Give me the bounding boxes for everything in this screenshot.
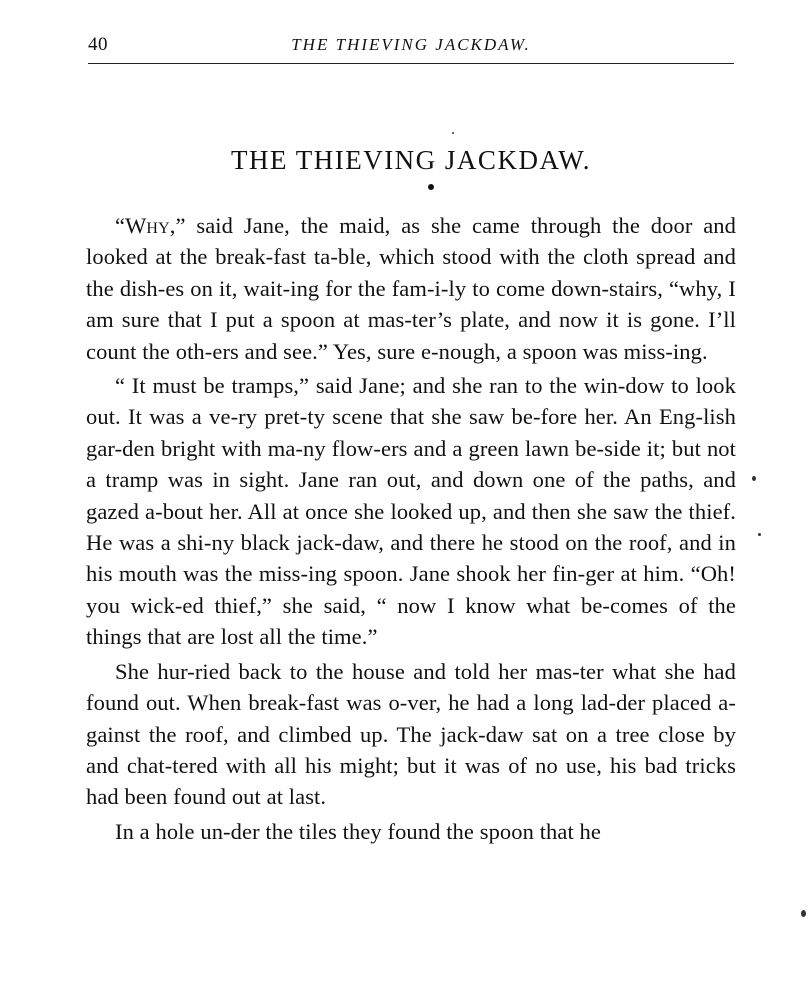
paragraph bbox=[86, 210, 736, 367]
opening-quote: “ bbox=[115, 213, 126, 238]
body-text bbox=[86, 210, 736, 850]
running-head bbox=[88, 30, 734, 62]
paragraph-text: ” said Jane, the maid, as she came through the door and looked at the break-fast ta-ble, which stood with the cloth spread and the dish-es on it, wait-ing for the fam-i-ly to come down-stairs, “why, I am sure that I put a spoon at mas-ter’s plate, and now it is gone. I’ll count the oth-ers and see.” Yes, sure e-nough, a spoon was miss-ing. bbox=[86, 213, 736, 364]
paragraph: She hur-ried back to the house and told her mas-ter what she had found out. When break-fast was o-ver, he had a long lad-der placed a-gainst the roof, and climbed up. The jack-daw sat on a tree close by and chat-tered with all his might; but it was of no use, his bad tricks had been found out at last. bbox=[86, 658, 736, 810]
page-speck bbox=[758, 533, 761, 536]
running-title: THE THIEVING JACKDAW. bbox=[291, 35, 531, 54]
title-ornament bbox=[428, 184, 434, 190]
opening-word: Why, bbox=[125, 213, 176, 238]
header-rule bbox=[88, 63, 734, 64]
chapter-title: THE THIEVING JACKDAW. bbox=[230, 145, 592, 175]
page-speck bbox=[752, 476, 756, 481]
paragraph: “ It must be tramps,” said Jane; and she ran to the win-dow to look out. It was a ve-ry pret-ty scene that she saw be-fore her. An Eng-lish gar-den bright with ma-ny flow-ers and a green lawn be-side it; but not a tramp was in sight. Jane ran out, and down one of the paths, and gazed a-bout her. All at once she looked up, and then she saw the thief. He was a shi-ny black jack-daw, and there he stood on the roof, and in his mouth was the miss-ing spoon. Jane shook her fin-ger at him. “Oh! you wick-ed thief,” she said, “ now I know what be-comes of the things that are lost all the time.” bbox=[86, 373, 736, 650]
page-number: 40 bbox=[88, 34, 108, 55]
page-speck bbox=[452, 132, 454, 134]
paragraph: In a hole un-der the tiles they found the spoon that he bbox=[115, 818, 601, 844]
page-speck bbox=[801, 910, 806, 917]
